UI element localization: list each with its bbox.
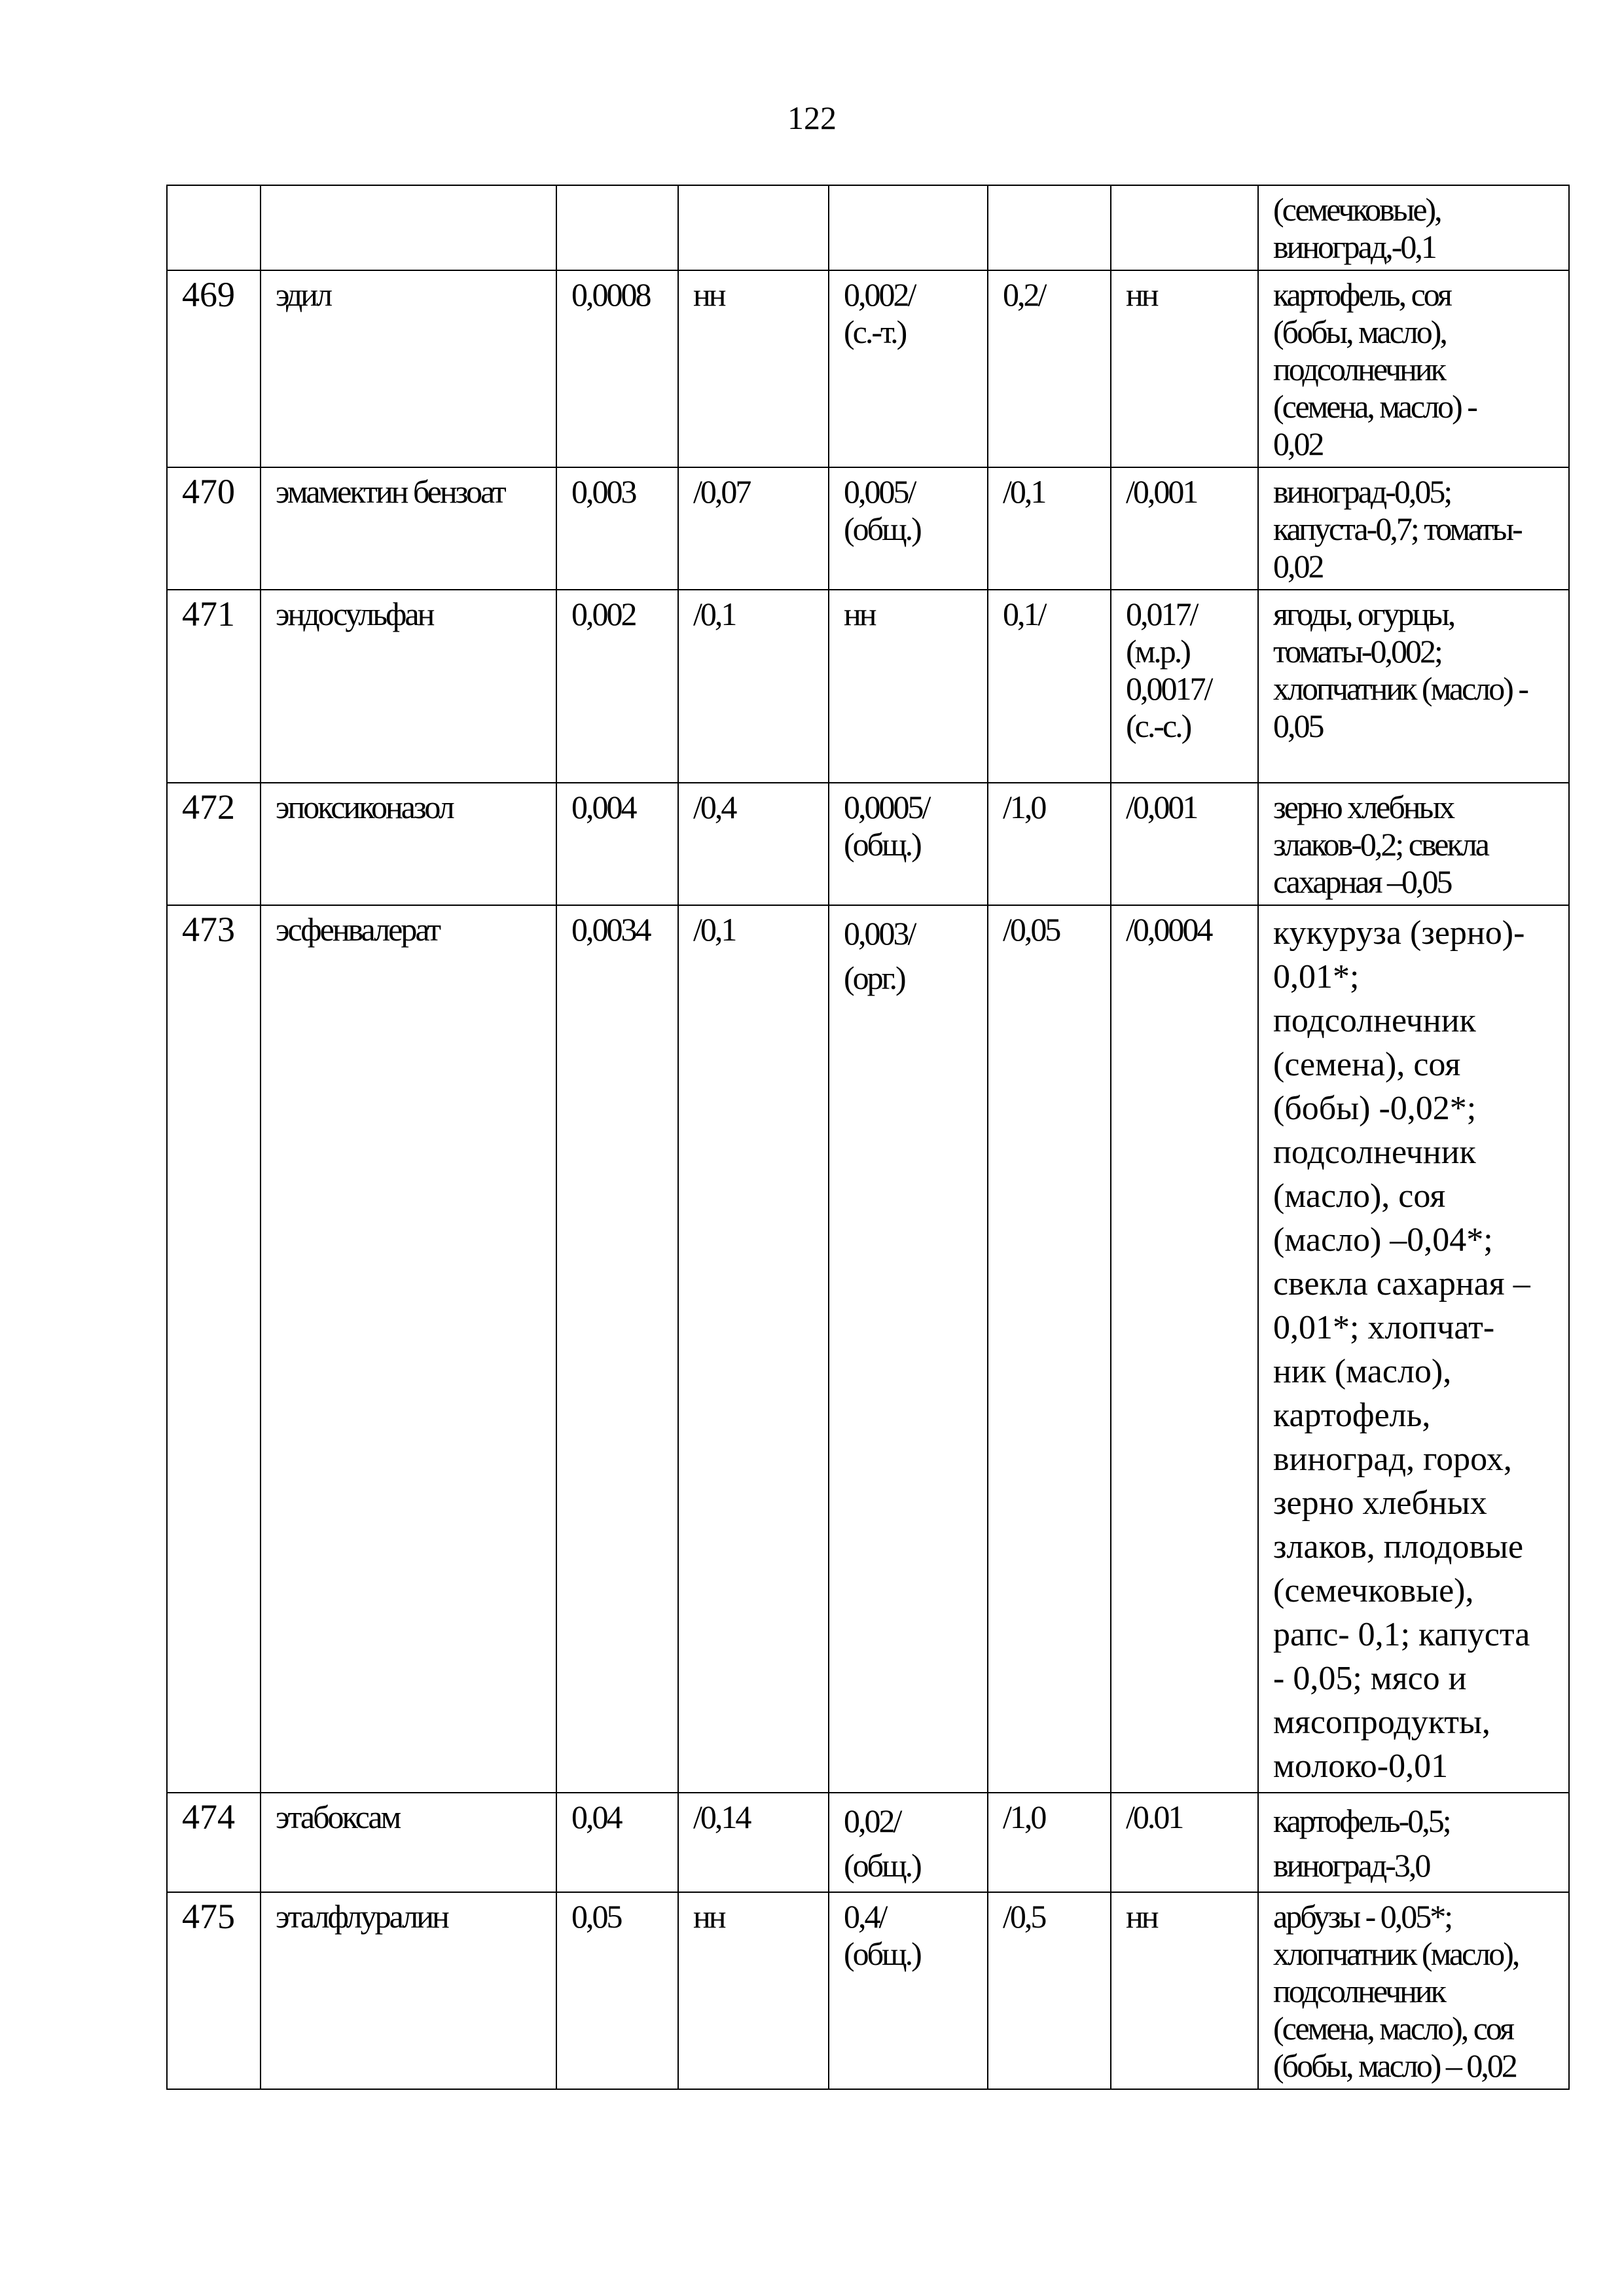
substance-name: эсфенвалерат	[261, 905, 556, 1793]
col-4-value: /0,1	[678, 590, 829, 783]
col-6-value	[988, 185, 1111, 270]
table-row	[167, 590, 1569, 783]
col-4-value: /0,4	[678, 783, 829, 905]
crop-limits: картофель, соя (бобы, масло), подсолнечник (семена, масло) - 0,02	[1258, 270, 1569, 467]
substance-name: эндосульфан	[261, 590, 556, 783]
col-7-value: /0,001	[1111, 783, 1258, 905]
crop-limits: картофель-0,5; виноград-3,0	[1258, 1793, 1569, 1892]
col-4-value: /0,07	[678, 467, 829, 590]
crop-limits: арбузы - 0,05*; хлопчатник (масло), подсолнечник (семена, масло), соя (бобы, масло) – 0,02	[1258, 1892, 1569, 2089]
col-5-value: 0,0005/ (общ.)	[829, 783, 988, 905]
substance-name	[261, 185, 556, 270]
col-7-value: /0,001	[1111, 467, 1258, 590]
substance-name: эмамектин бензоат	[261, 467, 556, 590]
table-row	[167, 1892, 1569, 2089]
col-6-value: /0,5	[988, 1892, 1111, 2089]
row-number: 472	[167, 783, 261, 905]
page-number: 122	[787, 99, 837, 136]
col-5-value: 0,003/ (орг.)	[829, 905, 988, 1793]
col-3-value: 0,004	[556, 783, 678, 905]
col-7-value: /0.01	[1111, 1793, 1258, 1892]
col-6-value: 0,1/	[988, 590, 1111, 783]
row-number: 470	[167, 467, 261, 590]
crop-limits: виноград-0,05; капуста-0,7; томаты- 0,02	[1258, 467, 1569, 590]
col-4-value: нн	[678, 1892, 829, 2089]
col-7-value: /0,0004	[1111, 905, 1258, 1793]
table-row	[167, 1793, 1569, 1892]
col-6-value: 0,2/	[988, 270, 1111, 467]
substance-name: этабоксам	[261, 1793, 556, 1892]
col-5-value	[829, 185, 988, 270]
col-7-value: нн	[1111, 270, 1258, 467]
table-row	[167, 783, 1569, 905]
col-7-value: 0,017/ (м.р.) 0,0017/ (с.-с.)	[1111, 590, 1258, 783]
col-3-value: 0,0008	[556, 270, 678, 467]
crop-limits: кукуруза (зерно)- 0,01*; подсолнечник (семена), соя (бобы) -0,02*; подсолнечник (масло), соя (масло) –0,04*; свекла сахарная – 0,01*; хлопчат- ник (масло), картофель, виноград, горох, зерно хлебных злаков, плодовые (семечковые), рапс- 0,1; капуста - 0,05; мясо и мясопродукты, молоко-0,01	[1258, 905, 1569, 1793]
crop-limits: (семечковые), виноград,-0,1	[1258, 185, 1569, 270]
col-5-value: 0,005/ (общ.)	[829, 467, 988, 590]
row-number: 469	[167, 270, 261, 467]
crop-limits: зерно хлебных злаков-0,2; свекла сахарная –0,05	[1258, 783, 1569, 905]
crop-limits: ягоды, огурцы, томаты-0,002; хлопчатник (масло) - 0,05	[1258, 590, 1569, 783]
col-3-value: 0,003	[556, 467, 678, 590]
col-7-value: нн	[1111, 1892, 1258, 2089]
col-6-value: /0,05	[988, 905, 1111, 1793]
row-number: 474	[167, 1793, 261, 1892]
col-6-value: /0,1	[988, 467, 1111, 590]
col-4-value: /0,1	[678, 905, 829, 1793]
row-number: 471	[167, 590, 261, 783]
table-row	[167, 467, 1569, 590]
row-number: 473	[167, 905, 261, 1793]
col-3-value: 0,05	[556, 1892, 678, 2089]
col-5-value: 0,002/ (с.-т.)	[829, 270, 988, 467]
col-4-value: нн	[678, 270, 829, 467]
col-4-value: /0,14	[678, 1793, 829, 1892]
table-row	[167, 185, 1569, 270]
residue-limits-table	[166, 185, 1570, 2090]
col-4-value	[678, 185, 829, 270]
row-number	[167, 185, 261, 270]
table-row	[167, 270, 1569, 467]
substance-name: эпоксиконазол	[261, 783, 556, 905]
col-6-value: /1,0	[988, 1793, 1111, 1892]
col-5-value: 0,4/ (общ.)	[829, 1892, 988, 2089]
col-5-value: 0,02/ (общ.)	[829, 1793, 988, 1892]
col-3-value: 0,0034	[556, 905, 678, 1793]
col-7-value	[1111, 185, 1258, 270]
col-3-value	[556, 185, 678, 270]
col-5-value: нн	[829, 590, 988, 783]
substance-name: эдил	[261, 270, 556, 467]
row-number: 475	[167, 1892, 261, 2089]
col-3-value: 0,04	[556, 1793, 678, 1892]
substance-name: эталфлуралин	[261, 1892, 556, 2089]
col-3-value: 0,002	[556, 590, 678, 783]
col-6-value: /1,0	[988, 783, 1111, 905]
table-row	[167, 905, 1569, 1793]
